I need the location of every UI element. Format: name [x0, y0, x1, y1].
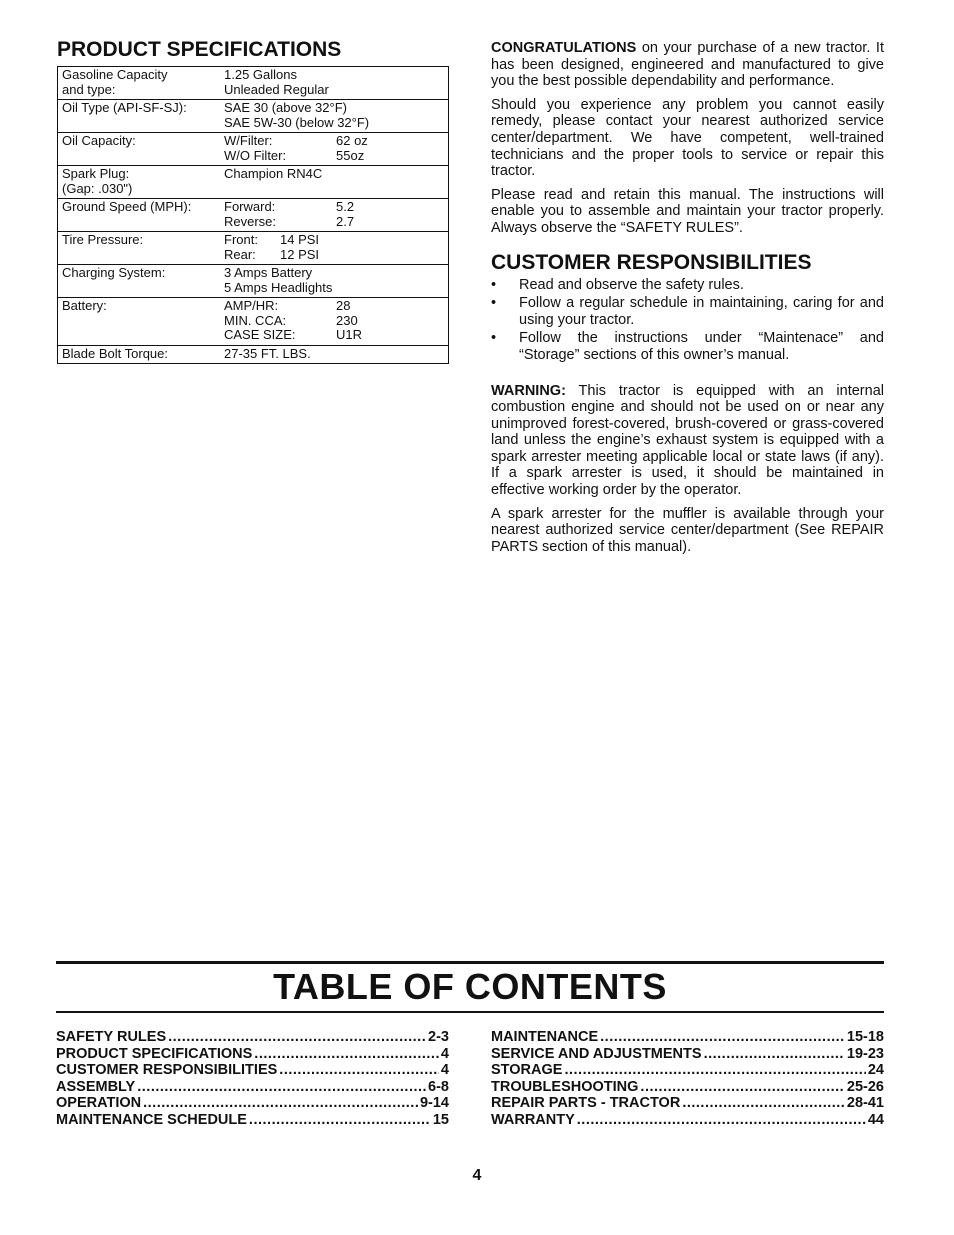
- table-row: [58, 166, 449, 199]
- congratulations-paragraph: [491, 40, 884, 90]
- bullet-icon: •: [491, 295, 497, 312]
- spec-sub-value: 55oz: [336, 147, 365, 163]
- spec-label: [58, 166, 225, 199]
- spark-arrester-paragraph: A spark arrester for the muffler is available through your nearest authorized service center/department (See REPAIR PARTS section of this manual).: [491, 505, 884, 555]
- toc-entry: [56, 1062, 449, 1079]
- toc-entry: [491, 1062, 884, 1079]
- spec-value: [224, 345, 449, 364]
- table-row: [58, 133, 449, 166]
- spec-sub-value: 230: [336, 312, 358, 328]
- toc-entry-page: 44: [867, 1111, 884, 1128]
- spec-sub-value: 2.7: [336, 213, 355, 229]
- spec-value: [224, 133, 449, 166]
- page-number: 4: [472, 1167, 482, 1184]
- spec-sub-key: Front:: [224, 232, 258, 247]
- spec-sub-value: 5.2: [336, 199, 355, 214]
- table-row: [58, 67, 449, 100]
- toc-leader-dots: [279, 1062, 439, 1079]
- spec-value: [224, 166, 449, 199]
- toc-entry-title: ASSEMBLY: [56, 1078, 136, 1095]
- spec-label-line: Blade Bolt Torque:: [62, 345, 168, 361]
- problem-paragraph: Should you experience any problem you cannot easily remedy, please contact your nearest authorized service center/department. We have competent, well-trained technicians and the proper tools to service or repair this tractor.: [491, 96, 884, 180]
- spec-label-line: Oil Type (API-SF-SJ):: [62, 100, 187, 115]
- spec-sub-key: Forward:: [224, 199, 276, 214]
- spec-label: [58, 345, 225, 364]
- toc-entry-page: 9-14: [419, 1095, 449, 1112]
- spec-label-line: Tire Pressure:: [62, 232, 144, 247]
- toc-entry-title: OPERATION: [56, 1095, 142, 1112]
- spec-sub-value: 62 oz: [336, 133, 368, 148]
- toc-entry-title: MAINTENANCE: [491, 1029, 599, 1045]
- spec-value: [224, 232, 449, 265]
- toc-entry-title: STORAGE: [491, 1062, 563, 1079]
- toc-entry-page: 15: [432, 1111, 449, 1128]
- spec-value-pair: [224, 215, 444, 230]
- spec-label-line: Spark Plug:: [62, 166, 130, 181]
- toc-entry: [491, 1029, 884, 1046]
- list-item: • Follow a regular schedule in maintaining, caring for and using your tractor.: [491, 295, 884, 328]
- toc-leader-dots: [143, 1095, 418, 1112]
- toc-entry-page: 4: [440, 1062, 449, 1079]
- spec-sub-key: CASE SIZE:: [224, 327, 296, 342]
- spec-value: [224, 298, 449, 346]
- warning-paragraph: [491, 383, 884, 499]
- toc-left-column: [56, 1029, 449, 1129]
- spec-sub-value: U1R: [336, 327, 363, 342]
- spec-value-pair: [224, 328, 444, 343]
- spec-label-line: Ground Speed (MPH):: [62, 199, 192, 214]
- list-item: • Follow the instructions under “Maintenace” and “Storage” sections of this owner’s manual.: [491, 330, 884, 363]
- toc-entry: [491, 1046, 884, 1063]
- spec-value-line: Champion RN4C: [224, 166, 323, 181]
- intro-section: [491, 40, 884, 562]
- responsibilities-heading: CUSTOMER RESPONSIBILITIES: [491, 250, 812, 274]
- table-row: [58, 265, 449, 298]
- spec-sub-key: W/O Filter:: [224, 147, 287, 163]
- toc-entry: [491, 1112, 884, 1129]
- spec-label: [58, 232, 225, 265]
- spec-value: [224, 265, 449, 298]
- spec-sub-value: 12 PSI: [280, 246, 320, 262]
- spec-value-pair: [224, 314, 444, 329]
- toc-leader-dots: [640, 1079, 844, 1096]
- toc-leader-dots: [564, 1062, 865, 1079]
- spec-value: [224, 67, 449, 100]
- toc-entry: [56, 1112, 449, 1129]
- toc-entry-title: TROUBLESHOOTING: [491, 1078, 639, 1095]
- toc-leader-dots: [577, 1112, 866, 1129]
- toc-entry-page: 24: [867, 1062, 884, 1079]
- spec-value-line: 27-35 FT. LBS.: [224, 345, 311, 361]
- toc-entry-page: 6-8: [428, 1078, 449, 1095]
- toc-entry-title: MAINTENANCE SCHEDULE: [56, 1111, 247, 1128]
- spec-sub-key: MIN. CCA:: [224, 312, 287, 328]
- toc-entry-title: CUSTOMER RESPONSIBILITIES: [56, 1062, 278, 1079]
- spec-sub-key: W/Filter:: [224, 133, 273, 148]
- toc-entry: [56, 1046, 449, 1063]
- bullet-icon: •: [491, 276, 497, 293]
- toc-leader-dots: [254, 1046, 439, 1063]
- toc-leader-dots: [168, 1029, 426, 1046]
- spec-label-line: Oil Capacity:: [62, 133, 136, 148]
- toc-entry-page: 19-23: [846, 1045, 884, 1062]
- toc-entry: [56, 1095, 449, 1112]
- toc-entry: [491, 1079, 884, 1096]
- table-row: [58, 298, 449, 346]
- congratulations-lead: CONGRATULATIONS: [491, 40, 637, 56]
- spec-label: [58, 298, 225, 346]
- spec-value-line: Unleaded Regular: [224, 81, 329, 97]
- spec-label: [58, 67, 225, 100]
- spec-label: [58, 199, 225, 232]
- toc-entry: [56, 1029, 449, 1046]
- spec-label-line: (Gap: .030"): [62, 180, 133, 196]
- spec-value-pair: [224, 134, 444, 149]
- toc-entry-title: WARRANTY: [491, 1111, 575, 1128]
- toc-entry-title: SERVICE AND ADJUSTMENTS: [491, 1045, 702, 1062]
- toc-entry-title: SAFETY RULES: [56, 1029, 167, 1045]
- spec-value: [224, 100, 449, 133]
- spec-sub-key: Rear:: [224, 246, 256, 262]
- spec-label: [58, 133, 225, 166]
- toc-leader-dots: [704, 1046, 845, 1063]
- congratulations-text: on your purchase of a new tractor. It has been designed, engineered and manufactured to give you the best possible dependability and performance.: [491, 40, 884, 90]
- toc-heading: TABLE OF CONTENTS: [273, 966, 667, 1007]
- toc-entry: [56, 1079, 449, 1096]
- spec-value-line: 5 Amps Headlights: [224, 279, 333, 295]
- spec-value: [224, 199, 449, 232]
- toc-bottom-rule: [56, 1011, 884, 1013]
- spec-value-line: SAE 5W-30 (below 32°F): [224, 114, 370, 130]
- spec-value-line: SAE 30 (above 32°F): [224, 100, 347, 115]
- spec-value-pair: [224, 248, 444, 263]
- toc-entry-title: REPAIR PARTS - TRACTOR: [491, 1095, 681, 1112]
- responsibilities-list: [491, 277, 884, 364]
- spec-value-pair: [224, 233, 444, 248]
- specs-table: [57, 66, 449, 364]
- spec-label-line: and type:: [62, 81, 116, 97]
- toc-entry-page: 15-18: [846, 1029, 884, 1045]
- list-item: • Read and observe the safety rules.: [491, 276, 744, 293]
- spec-value-pair: [224, 149, 444, 164]
- spec-sub-key: Reverse:: [224, 213, 277, 229]
- toc-entry: [491, 1095, 884, 1112]
- bullet-icon: •: [491, 330, 497, 347]
- spec-value-line: 1.25 Gallons: [224, 67, 297, 82]
- toc-entry-title: PRODUCT SPECIFICATIONS: [56, 1045, 253, 1062]
- spec-sub-key: AMP/HR:: [224, 298, 279, 313]
- table-row: [58, 100, 449, 133]
- toc-entry-page: 25-26: [846, 1078, 884, 1095]
- spec-value-line: 3 Amps Battery: [224, 265, 313, 280]
- toc-leader-dots: [137, 1079, 426, 1096]
- warning-text: This tractor is equipped with an internal combustion engine and should not be used on or near any unimproved forest-covered, brush-covered or grass-covered land unless the engine’s exhaust system is equipped with a spark arrester meeting applicable local or state laws (if any). If a spark arrester is used, it should be maintained in effective working order by the operator.: [491, 382, 884, 499]
- retain-paragraph: Please read and retain this manual. The instructions will enable you to assemble and maintain your tractor properly. Always observe the “SAFETY RULES”.: [491, 186, 884, 236]
- toc-leader-dots: [600, 1029, 845, 1046]
- spec-label-line: Gasoline Capacity: [62, 67, 168, 82]
- spec-sub-value: 14 PSI: [280, 232, 320, 247]
- spec-sub-value: 28: [336, 298, 351, 313]
- toc-leader-dots: [682, 1095, 845, 1112]
- table-row: [58, 199, 449, 232]
- toc-leader-dots: [249, 1112, 431, 1129]
- toc-entry-page: 28-41: [846, 1095, 884, 1112]
- table-row: [58, 232, 449, 265]
- toc-right-column: [491, 1029, 884, 1129]
- spec-label-line: Charging System:: [62, 265, 166, 280]
- table-row: [58, 345, 449, 364]
- specs-heading: PRODUCT SPECIFICATIONS: [57, 38, 342, 61]
- spec-label: [58, 265, 225, 298]
- toc-entry-page: 4: [440, 1045, 449, 1062]
- spec-label: [58, 100, 225, 133]
- product-specifications-section: [57, 38, 449, 364]
- spec-value-pair: [224, 299, 444, 314]
- toc-entry-page: 2-3: [428, 1029, 449, 1045]
- warning-lead: WARNING:: [491, 382, 566, 399]
- spec-value-pair: [224, 200, 444, 215]
- spec-label-line: Battery:: [62, 298, 107, 313]
